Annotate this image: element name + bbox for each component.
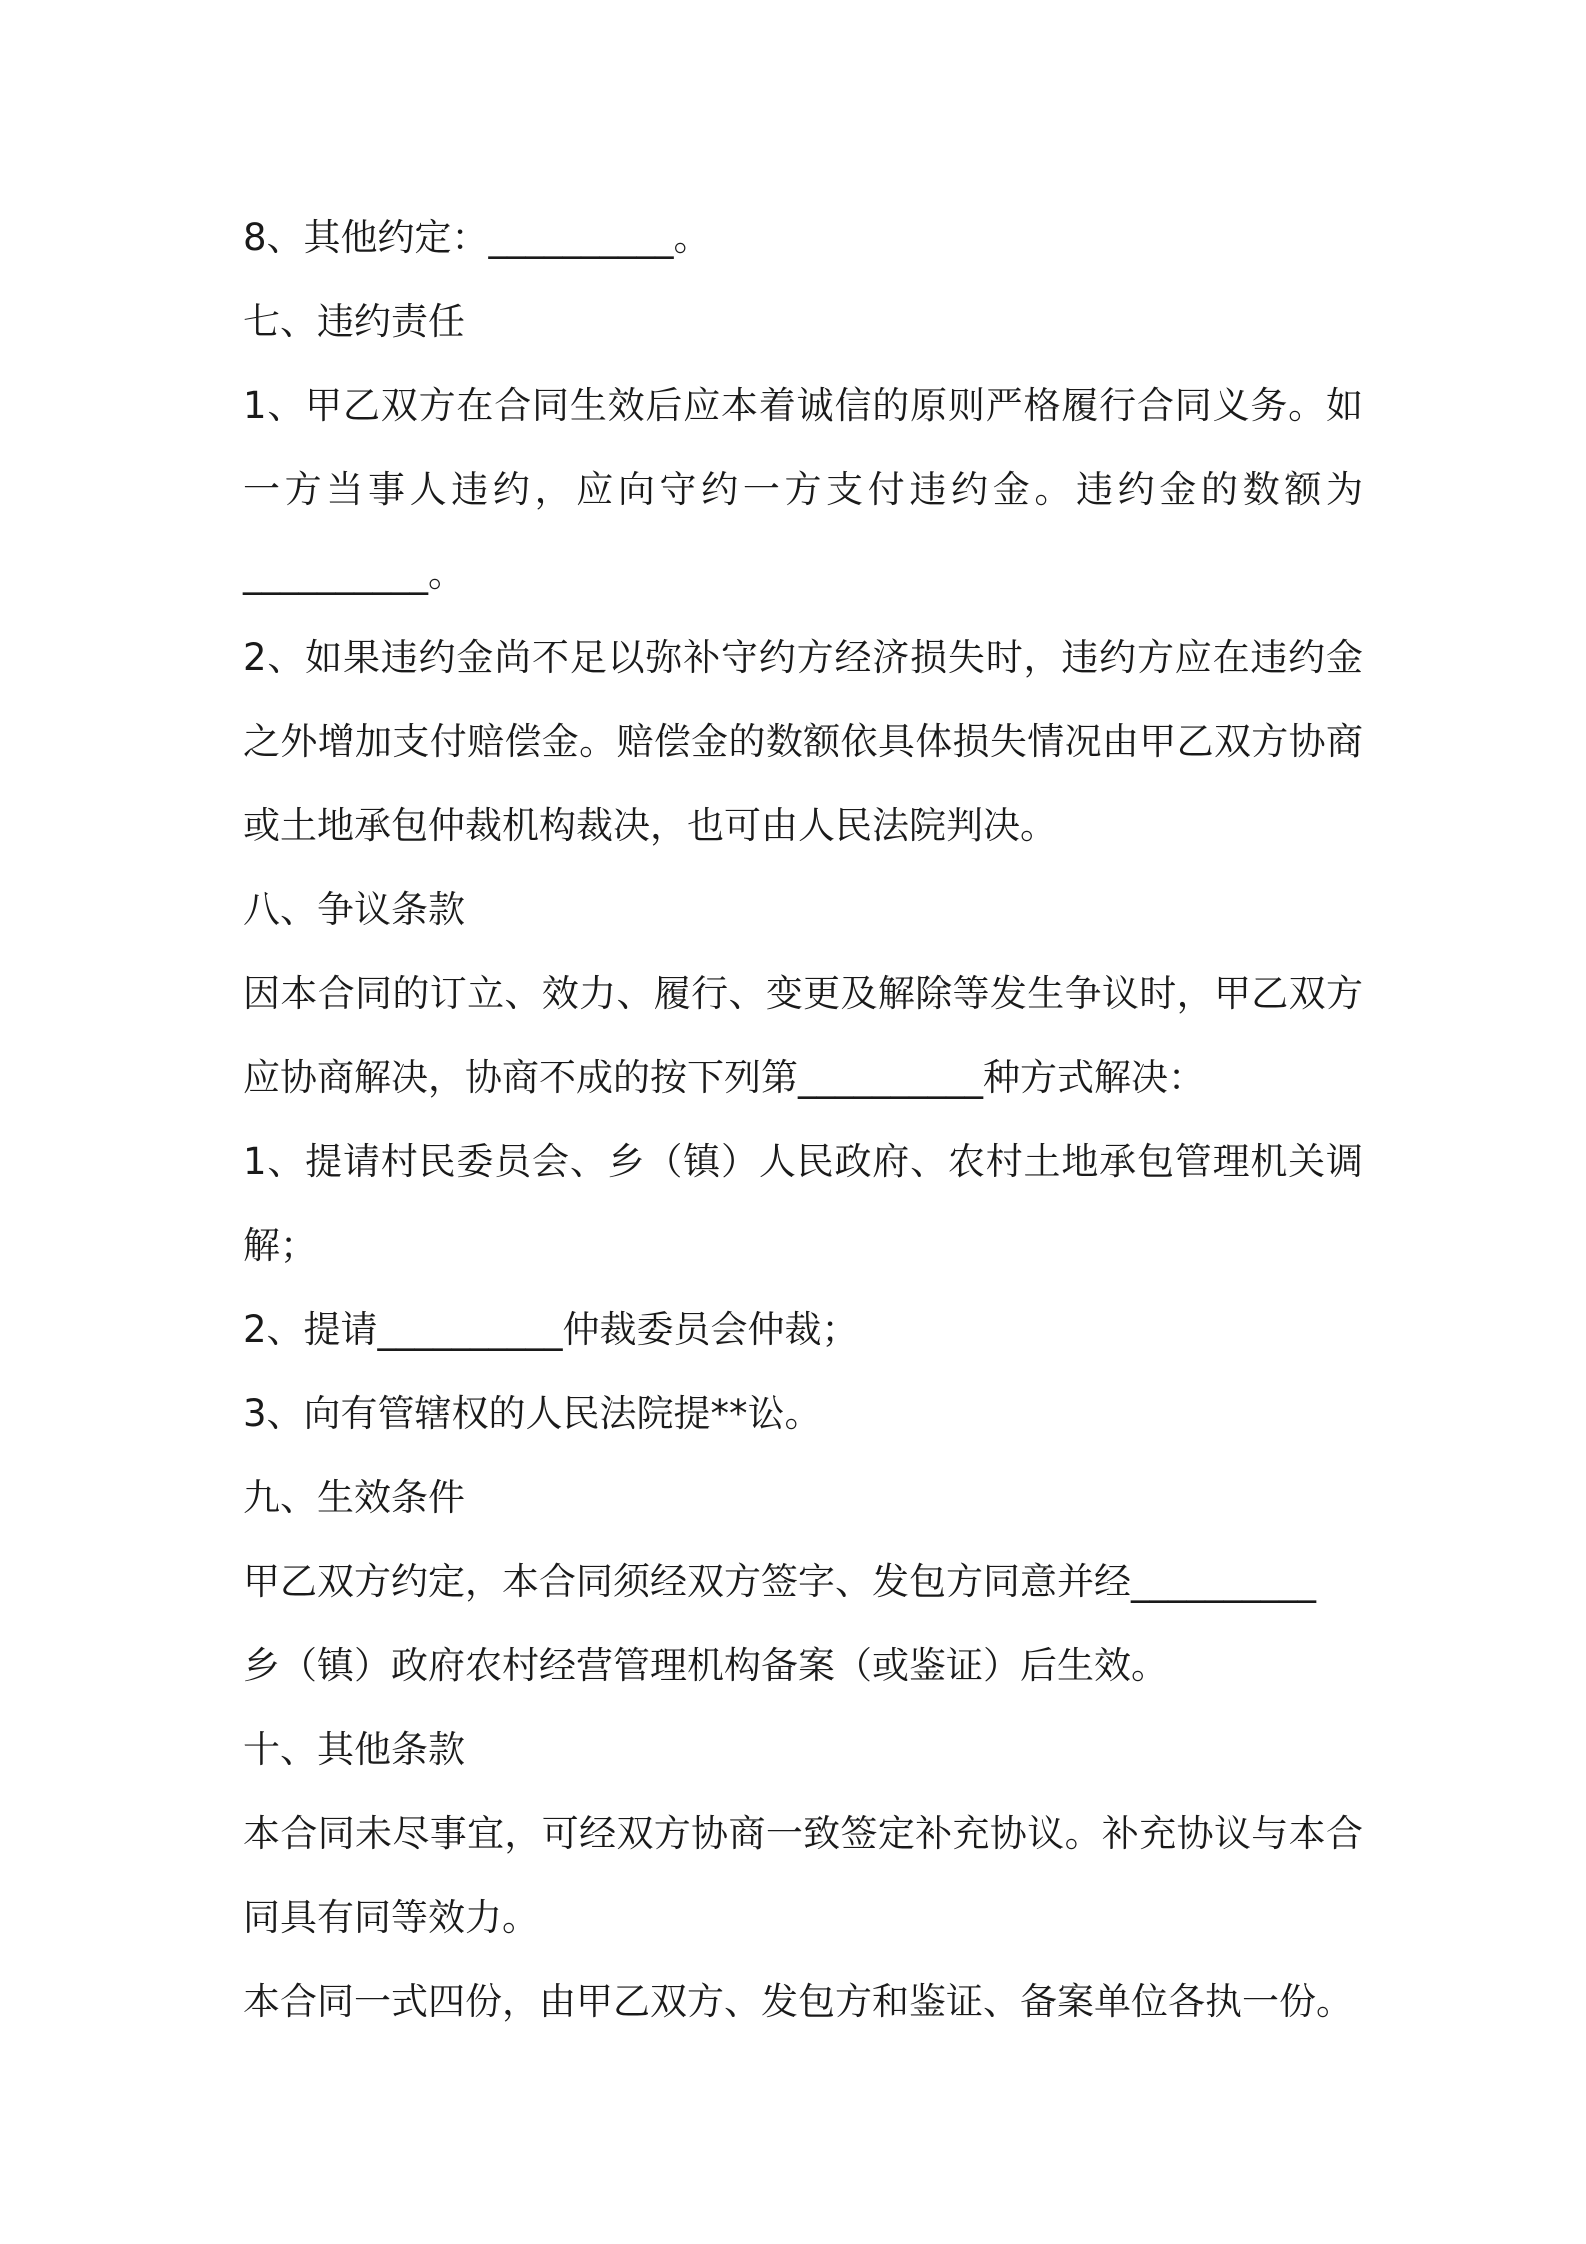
- breach-clause-1-line-3: __________。: [243, 552, 465, 595]
- other-terms-line-1: 本合同未尽事宜，可经双方协商一致签定补充协议。补充协议与本合: [243, 1812, 1363, 1855]
- breach-clause-2-line-1: 2、如果违约金尚不足以弥补守约方经济损失时，违约方应在违约金: [243, 636, 1363, 679]
- document-body: [243, 196, 1363, 2044]
- breach-clause-1-line-1: 1、甲乙双方在合同生效后应本着诚信的原则严格履行合同义务。如: [243, 384, 1363, 427]
- breach-clause-1-line-2: 一方当事人违约，应向守约一方支付违约金。违约金的数额为: [243, 468, 1363, 511]
- dispute-option-2: 2、提请__________仲裁委员会仲裁；: [243, 1308, 859, 1351]
- other-terms-line-2: 同具有同等效力。: [243, 1896, 539, 1939]
- dispute-option-1-line-1: 1、提请村民委员会、乡（镇）人民政府、农村土地承包管理机关调: [243, 1140, 1363, 1183]
- effective-paragraph-line-2: 乡（镇）政府农村经营管理机构备案（或鉴证）后生效。: [243, 1644, 1168, 1687]
- section-heading-effective-conditions: 九、生效条件: [243, 1476, 465, 1519]
- effective-paragraph-line-1: 甲乙双方约定，本合同须经双方签字、发包方同意并经__________: [243, 1560, 1316, 1603]
- dispute-option-1-line-2: 解；: [243, 1224, 317, 1267]
- section-heading-breach-liability: 七、违约责任: [243, 300, 465, 343]
- breach-clause-2-line-3: 或土地承包仲裁机构裁决，也可由人民法院判决。: [243, 804, 1057, 847]
- dispute-paragraph-line-2: 应协商解决，协商不成的按下列第__________种方式解决：: [243, 1056, 1205, 1099]
- section-heading-other-terms: 十、其他条款: [243, 1728, 465, 1771]
- other-terms-line-3: 本合同一式四份，由甲乙双方、发包方和鉴证、备案单位各执一份。: [243, 1980, 1353, 2023]
- clause-8-other-agreement: 8、其他约定：__________。: [243, 216, 711, 259]
- breach-clause-2-line-2: 之外增加支付赔偿金。赔偿金的数额依具体损失情况由甲乙双方协商: [243, 720, 1363, 763]
- dispute-paragraph-line-1: 因本合同的订立、效力、履行、变更及解除等发生争议时，甲乙双方: [243, 972, 1363, 1015]
- dispute-option-3: 3、向有管辖权的人民法院提**讼。: [243, 1392, 822, 1435]
- section-heading-dispute-terms: 八、争议条款: [243, 888, 465, 931]
